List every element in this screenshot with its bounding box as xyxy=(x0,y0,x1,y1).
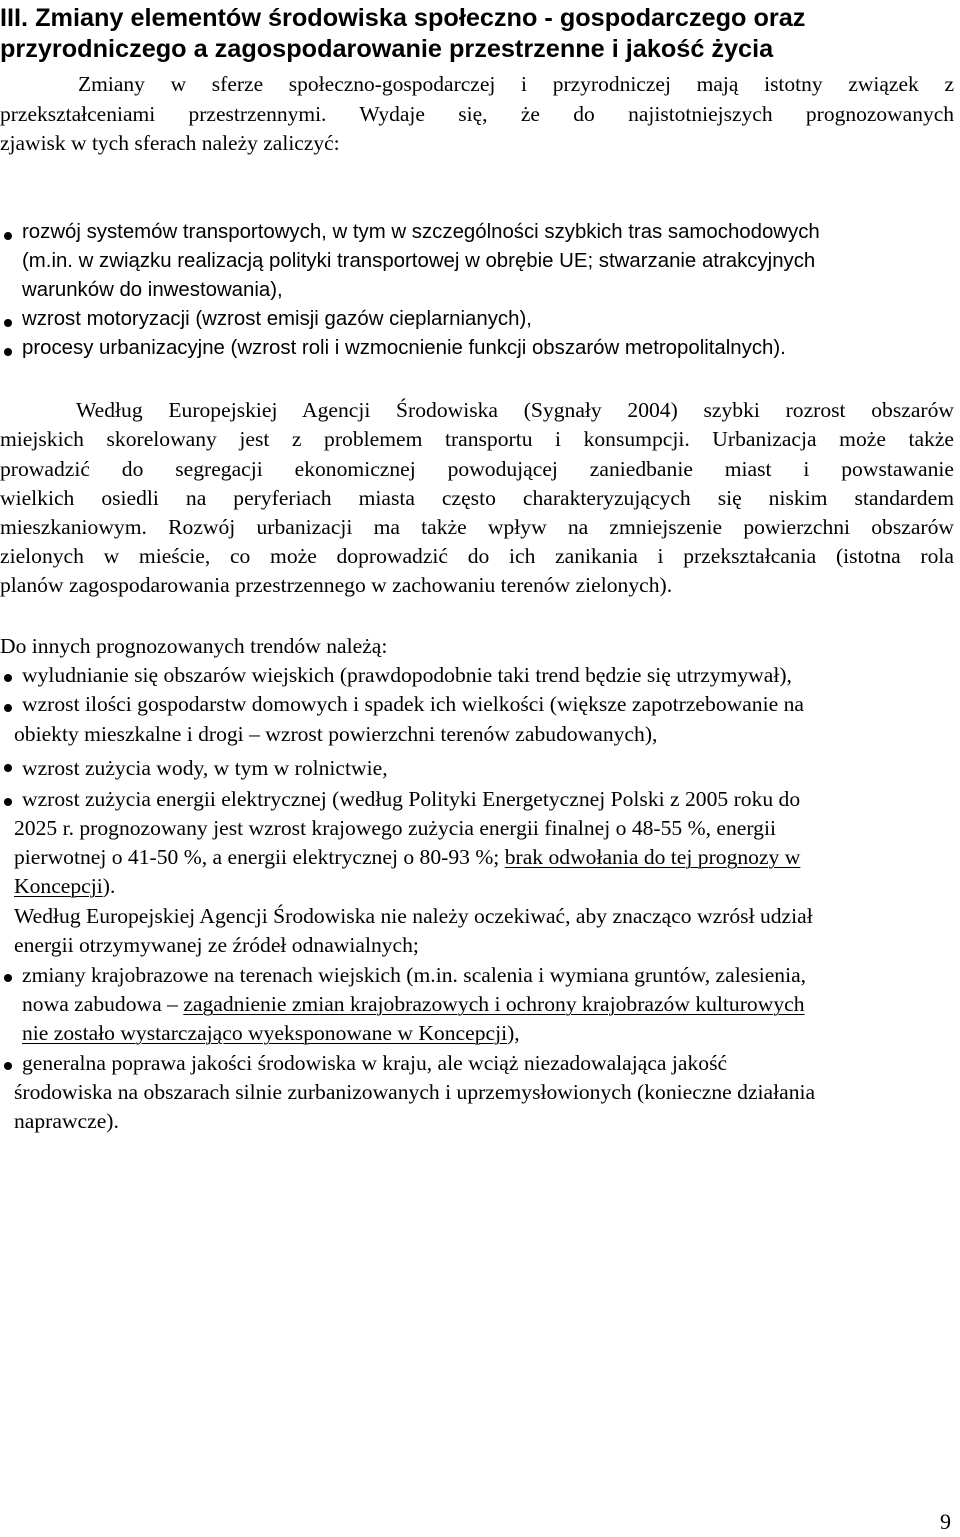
bullet-icon xyxy=(4,232,12,240)
paragraph-line: planów zagospodarowania przestrzennego w zachowaniu terenów zielonych). xyxy=(0,573,673,597)
list-item-continuation: warunków do inwestowania), xyxy=(22,279,283,301)
paragraph-line: miejskich skorelowany jest z problemem transportu i konsumpcji. Urbanizacja może także xyxy=(0,427,954,451)
bullet-icon xyxy=(4,704,12,712)
paragraph-line: zielonych w mieście, co może doprowadzić do ich zanikania i przekształcania (istotna rola xyxy=(0,544,954,568)
list-item-continuation: 2025 r. prognozowany jest wzrost krajowego zużycia energii finalnej o 48-55 %, energii xyxy=(14,816,776,840)
list-item-continuation xyxy=(22,1019,520,1048)
bullet-icon xyxy=(4,319,12,327)
list-item-continuation: obiekty mieszkalne i drogi – wzrost powierzchni terenów zabudowanych), xyxy=(14,722,658,746)
intro-line: Zmiany w sferze społeczno-gospodarczej i przyrodniczej mają istotny związek z xyxy=(78,72,954,96)
list-item: wzrost zużycia wody, w tym w rolnictwie, xyxy=(22,756,388,780)
section-heading xyxy=(0,3,960,65)
bullet-icon xyxy=(4,764,12,772)
paragraph-line: prowadzić do segregacji ekonomicznej powodującej zaniedbanie miast i powstawanie xyxy=(0,457,954,481)
list-item-continuation xyxy=(14,872,115,901)
intro-line: zjawisk w tych sferach należy zaliczyć: xyxy=(0,131,340,155)
heading-line: przyrodniczego a zagospodarowanie przestrzenne i jakość życia xyxy=(0,35,774,63)
list-intro: Do innych prognozowanych trendów należą: xyxy=(0,634,388,658)
bullet-icon xyxy=(4,1062,12,1070)
intro-line: przekształceniami przestrzennymi. Wydaje się, że do najistotniejszych prognozowanych xyxy=(0,102,954,126)
bullet-icon xyxy=(4,348,12,356)
list-item-continuation: energii otrzymywanej ze źródeł odnawialnych; xyxy=(14,933,419,957)
list-item: procesy urbanizacyjne (wzrost roli i wzmocnienie funkcji obszarów metropolitalnych). xyxy=(22,337,786,359)
page-number: 9 xyxy=(940,1509,951,1534)
list-item: rozwój systemów transportowych, w tym w szczególności szybkich tras samochodowych xyxy=(22,221,820,243)
list-item: wzrost zużycia energii elektrycznej (według Polityki Energetycznej Polski z 2005 roku do xyxy=(22,787,801,811)
comment-link: nie zostało wystarczająco wyeksponowane w Koncepcji xyxy=(22,1021,508,1045)
list-item: wzrost ilości gospodarstw domowych i spadek ich wielkości (większe zapotrzebowanie na xyxy=(22,692,804,716)
list-item: zmiany krajobrazowe na terenach wiejskich (m.in. scalenia i wymiana gruntów, zalesienia, xyxy=(22,963,807,987)
text-run: ). xyxy=(102,874,116,898)
list-item-continuation: (m.in. w związku realizacją polityki transportowej w obrębie UE; stwarzanie atrakcyjnych xyxy=(22,250,816,272)
list-item: generalna poprawa jakości środowiska w kraju, ale wciąż niezadowalająca jakość xyxy=(22,1051,728,1075)
bullet-icon xyxy=(4,798,12,806)
paragraph-line: wielkich osiedli na peryferiach miasta często charakteryzujących się niskim standardem xyxy=(0,486,954,510)
comment-link: zagadnienie zmian krajobrazowych i ochrony krajobrazów kulturowych xyxy=(183,992,805,1016)
text-run: pierwotnej o 41-50 %, a energii elektrycznej o 80-93 %; xyxy=(14,845,505,869)
list-item-continuation: Według Europejskiej Agencji Środowiska nie należy oczekiwać, aby znacząco wzrósł udział xyxy=(14,904,813,928)
list-item-continuation: środowiska na obszarach silnie zurbanizowanych i uprzemysłowionych (konieczne działania xyxy=(14,1080,816,1104)
text-run: ), xyxy=(507,1021,520,1045)
list-item-continuation xyxy=(22,990,805,1019)
paragraph-line: Według Europejskiej Agencji Środowiska (Sygnały 2004) szybki rozrost obszarów xyxy=(76,398,954,422)
heading-line: III. Zmiany elementów środowiska społeczno - gospodarczego oraz xyxy=(0,4,806,32)
list-item: wyludnianie się obszarów wiejskich (prawdopodobnie taki trend będzie się utrzymywał), xyxy=(22,663,792,687)
list-item-continuation: naprawcze). xyxy=(14,1109,119,1133)
comment-link: brak odwołania do tej prognozy w xyxy=(504,845,801,869)
bullet-icon xyxy=(4,674,12,682)
text-run: nowa zabudowa – xyxy=(22,992,184,1016)
list-item-continuation xyxy=(14,843,800,872)
list-item: wzrost motoryzacji (wzrost emisji gazów cieplarnianych), xyxy=(22,308,532,330)
bullet-icon xyxy=(4,974,12,982)
paragraph-line: mieszkaniowym. Rozwój urbanizacji ma także wpływ na zmniejszenie powierzchni obszarów xyxy=(0,515,954,539)
comment-link: Koncepcji xyxy=(14,874,103,898)
